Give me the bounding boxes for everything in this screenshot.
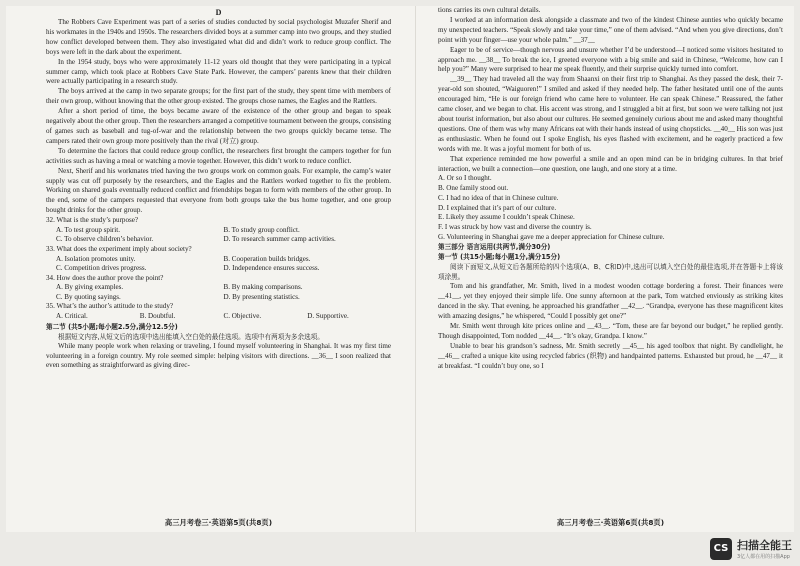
passage-paragraph: Next, Sherif and his workmates tried having the two groups work on common goals. For example, the camp’s water supply was cut off purposely by the researchers, and the Eagles and the Rattlers worked together to fix the problem. Working on shared goals eventually reduced conflict and friendships began to form with members of the other group. In the end, some of the campers requested that everyone from both groups take the bus home together, and one group bought drinks for the other group. [46,166,391,215]
option-c: C. Competition drives progress. [56,264,147,273]
option-a: A. To test group spirit. [56,225,121,234]
passage-paragraph: Eager to be of service—though nervous and unsure whether I’d be understood—I noticed some visitors hesitated to approach me. __38__ To break the ice, I greeted everyone with a big smile and said in Chinese, “Welcome, how can I help you?” Many were surprised to hear me speak fluently, and their surprise quickly turned into comfort. [438,45,783,74]
scanner-watermark [710,537,792,560]
passage-paragraph: The boys arrived at the camp in two separate groups; for the first part of the study, they spent time with members of their own group, without knowing that the other group existed. The groups chose names, the Eagles and the Rattlers. [46,87,391,106]
passage-paragraph: After a short period of time, the boys became aware of the existence of the other group and began to speak negatively about the other group. Then the researchers arranged a competitive tournament between the groups, consisting of games such as baseball and tug-of-war and the relationship between the two groups quickly became tense. The campers rated their own group more positively than the rival (对立) group. [46,107,391,145]
part2-heading: 第二节 (共5小题;每小题2.5分,满分12.5分) [46,322,178,331]
option-a: A. Isolation promotes unity. [56,254,136,263]
option-b: B. Cooperation builds bridges. [223,254,311,263]
left-column [46,6,391,371]
option-b: B. By making comparisons. [223,283,303,292]
options-list [438,174,783,242]
option-item: F. I was struck by how vast and diverse the country is. [438,222,592,231]
question-stem: 35. What’s the author’s attitude to the study? [46,302,174,311]
option-c: C. Objective. [223,312,262,321]
option-c: C. By quoting sayings. [56,292,121,301]
column-divider [415,6,416,532]
part3-instruction: 阅读下面短文,从短文后各题所给的四个选项(A、B、C和D)中,选出可以填入空白处的最佳选项,并在答题卡上将该项涂黑。 [438,263,783,282]
passage-paragraph: In the 1954 study, boys who were approximately 11-12 years old thought that they were participating in a typical summer camp, which took place at Robbers Cave State Park. However, the campers’ parents knew that their children were actually participating in a research study. [46,57,391,86]
option-item: D. I explained that it’s part of our culture. [438,203,557,212]
part2-instruction: 根据短文内容,从短文后的选项中选出能填入空白处的最佳选项。选项中有两项为多余选项。 [58,332,324,341]
question-34 [46,274,391,303]
right-column [438,6,783,371]
document-page [6,6,794,532]
passage-paragraph: The Robbers Cave Experiment was part of a series of studies conducted by social psychologist Muzafer Sherif and his workmates in the 1940s and 1950s. The researchers divided boys at a summer camp into two groups, and they studied how conflict developed between them. They also investigated what did and didn’t work to reduce group conflict. The boys were left in the dark about the experiment. [46,18,391,56]
part2-passage: While many people work when relaxing or traveling, I found myself volunteering in Shanghai. It was my first time volunteering in a foreign country. My role seemed simple: helping visitors with directions. __36__ I soon realized that even something as straightforward as giving direc- [46,341,391,370]
passage-paragraph: That experience reminded me how powerful a smile and an open mind can be in bridging cultures. In that brief interaction, we built a connection—one question, one laugh, and one story at a time. [438,154,783,173]
option-item: A. Or so I thought. [438,174,492,183]
option-b: B. Doubtful. [139,312,176,321]
passage-paragraph: __39__ They had traveled all the way from Shaanxi on their first trip to Shanghai. As they passed the desk, their 7-year-old son shouted, “Waiguoren!” I smiled and asked if they needed help. The father hesitated until one of the aunts encouraged him, “He is our foreign friend who came here to volunteer. He can speak Chinese.” Reassured, the father came closer, and we began to chat. His accent was strong, and I struggled a bit at first, but soon we were talking not just about tourist information, but also about our cultures. He seemed genuinely curious about me and asked many thoughtful questions. One of them was why many Africans eat with their hands instead of using chopsticks. __40__ His son was just as enthusiastic. When he found out I spoke English, his eyes flashed with excitement, and he eagerly practiced a few words with me. It was a joyful moment for both of us. [438,75,783,153]
option-d: D. To research summer camp activities. [223,235,336,244]
question-33 [46,245,391,274]
option-c: C. To observe children’s behavior. [56,235,154,244]
option-item: E. Likely they assume I couldn’t speak Chinese. [438,213,575,222]
option-item: B. One family stood out. [438,184,509,193]
watermark-subtitle: 3亿人都在用的扫描App [737,554,790,560]
question-stem: 32. What is the study’s purpose? [46,216,139,225]
question-stem: 34. How does the author prove the point? [46,273,164,282]
watermark-title: 扫描全能王 [737,539,792,552]
page-footer-left: 高三月考卷三·英语第5页(共8页) [164,518,273,527]
cloze-paragraph: Mr. Smith went through kite prices online and __43__. “Tom, these are far beyond our budget,” he replied gently. Though disappointed, Tom nodded __44__. “It’s okay, Grandpa. I know.” [438,321,783,340]
option-a: A. Critical. [56,312,88,321]
option-d: D. Supportive. [307,312,349,321]
option-d: D. By presenting statistics. [223,292,300,301]
page-footer-right: 高三月考卷三·英语第6页(共8页) [556,518,665,527]
question-32 [46,216,391,245]
passage-paragraph: tions carries its own cultural details. [438,6,541,14]
cloze-paragraph: Tom and his grandfather, Mr. Smith, lived in a modest wooden cottage bordering a forest. Their finances were __41__, yet they enjoyed their simple life. One sunny afternoon at the park, Tom watched enviously as striking kites danced in the sky. That evening, he approached his grandfather __42__. “Grandpa, everyone has these magnificent kites with amazing designs,” he whispered, “Could I possibly get one?” [438,282,783,321]
part3-subheading: 第一节 (共15小题;每小题1分,满分15分) [438,253,561,262]
option-d: D. Independence ensures success. [223,264,320,273]
camscanner-icon: CS [710,538,732,560]
part3-heading: 第三部分 语言运用(共两节,满分30分) [438,243,551,252]
option-item: C. I had no idea of that in Chinese culture. [438,193,559,202]
question-stem: 33. What does the experiment imply about society? [46,244,192,253]
passage-paragraph: I worked at an information desk alongside a classmate and two of the kindest Chinese aunties who quickly became my unexpected teachers. “Speak slowly and take your time,” one of them advised. “And when you give directions, don’t point with your finger—use your whole palm.” __37__ [438,15,783,44]
cloze-paragraph: Unable to bear his grandson’s sadness, Mr. Smith secretly __45__ his aged toolbox that night. By candlelight, he __46__ crafted a unique kite using recycled fabrics (织物) and handpainted patterns. Exhausted but proud, he __47__ it at breakfast. “I couldn’t buy one, so I [438,341,783,370]
section-letter: D [215,8,222,17]
option-item: G. Volunteering in Shanghai gave me a deeper appreciation for Chinese culture. [438,232,665,241]
passage-paragraph: To determine the factors that could reduce group conflict, the researchers first brought the campers together for fun activities such as having a meal or watching a movie together. However, this didn’t work to reduce conflict. [46,146,391,165]
option-b: B. To study group conflict. [223,225,300,234]
option-a: A. By giving examples. [56,283,124,292]
question-35 [46,302,391,321]
